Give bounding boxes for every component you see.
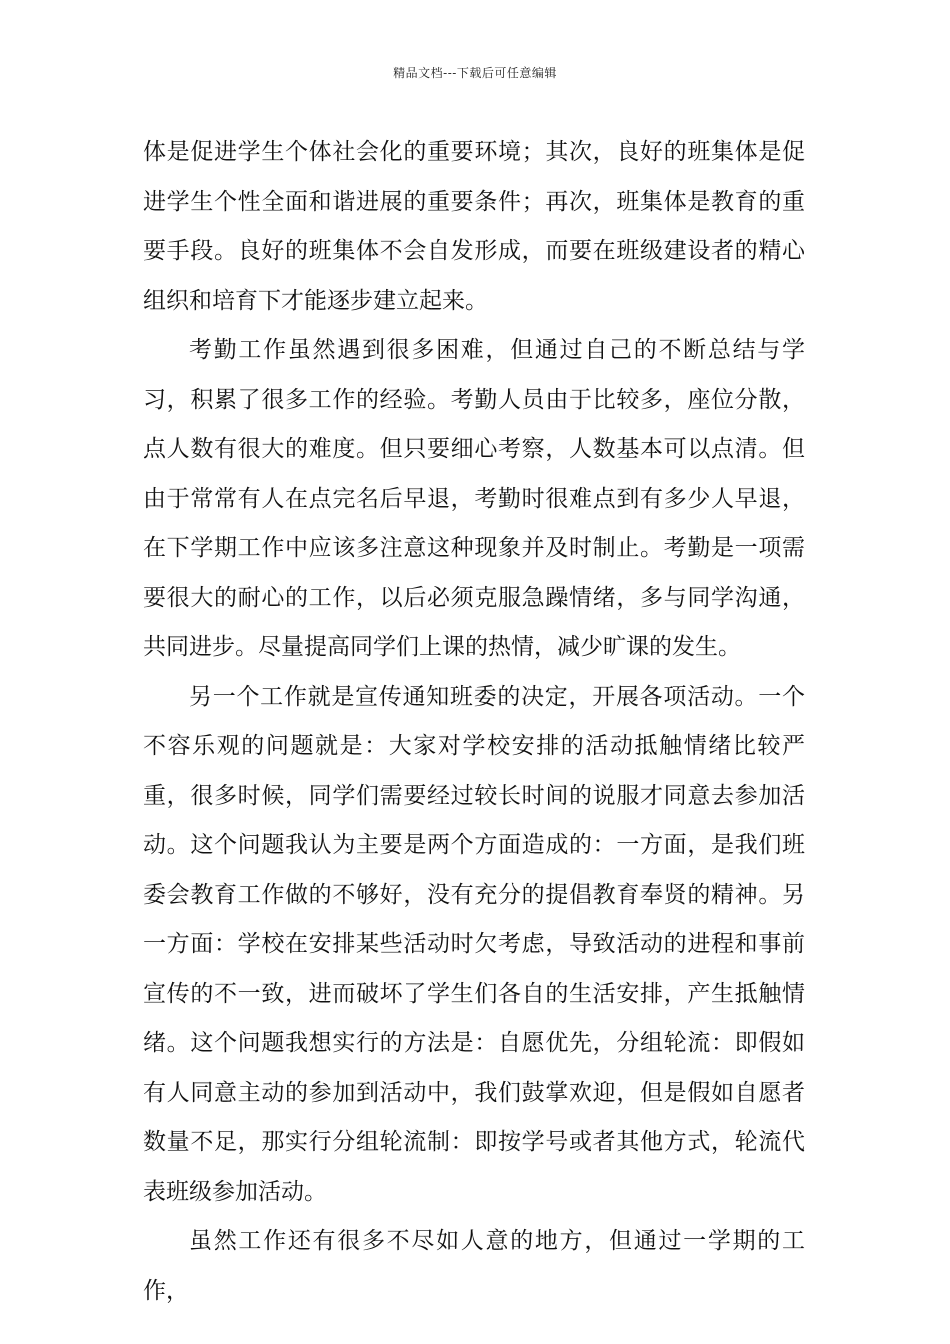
paragraph-continuation: 体是促进学生个体社会化的重要环境；其次，良好的班集体是促进学生个性全面和谐进展的重要条件；再次，班集体是教育的重要手段。良好的班集体不会自发形成，而要在班级建设者的精心组织和培育下才能逐步建立起来。 bbox=[143, 139, 805, 314]
paragraph-activities: 另一个工作就是宣传通知班委的决定，开展各项活动。一个不容乐观的问题就是：大家对学校安排的活动抵触情绪比较严重，很多时候，同学们需要经过较长时间的说服才同意去参加活动。这个问题我认为主要是两个方面造成的：一方面，是我们班委会教育工作做的不够好，没有充分的提倡教育奉贤的精神。另一方面：学校在安排某些活动时欠考虑，导致活动的进程和事前宣传的不一致，进而破坏了学生们各自的生活安排，产生抵触情绪。这个问题我想实行的方法是：自愿优先，分组轮流：即假如有人同意主动的参加到活动中，我们鼓掌欢迎，但是假如自愿者数量不足，那实行分组轮流制：即按学号或者其他方式，轮流代表班级参加活动。 bbox=[143, 683, 805, 1205]
paragraph-summary: 虽然工作还有很多不尽如人意的地方，但通过一学期的工作， bbox=[143, 1228, 805, 1304]
paragraph-attendance: 考勤工作虽然遇到很多困难，但通过自己的不断总结与学习，积累了很多工作的经验。考勤人员由于比较多，座位分散，点人数有很大的难度。但只要细心考察，人数基本可以点清。但由于常常有人在点完名后早退，考勤时很难点到有多少人早退，在下学期工作中应该多注意这种现象并及时制止。考勤是一项需要很大的耐心的工作，以后必须克服急躁情绪，多与同学沟通，共同进步。尽量提高同学们上课的热情，减少旷课的发生。 bbox=[143, 337, 805, 660]
page-header: 精品文档---下载后可任意编辑 bbox=[393, 66, 557, 80]
document-body bbox=[143, 128, 805, 1316]
